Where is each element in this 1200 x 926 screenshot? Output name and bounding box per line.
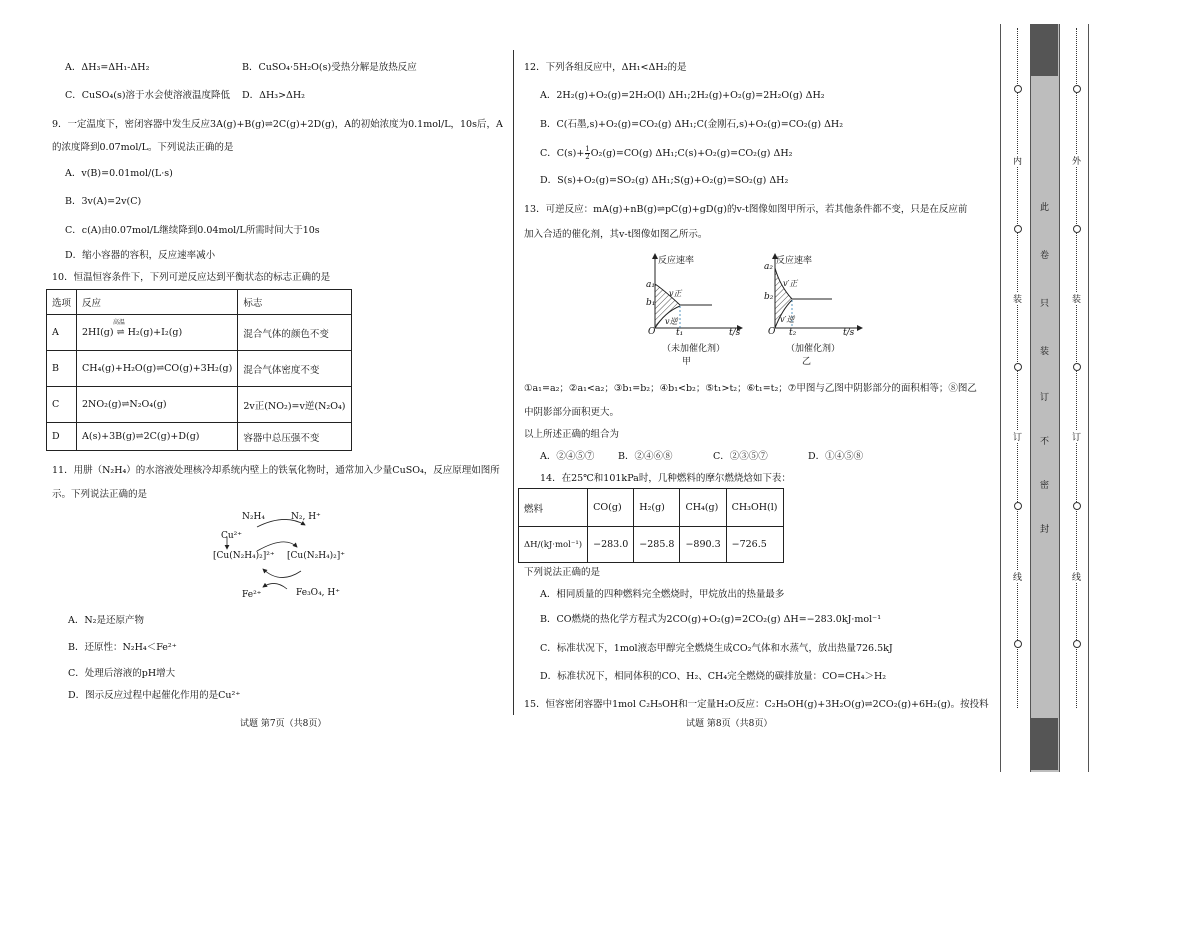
table-cell: A: [47, 315, 77, 351]
graph-right-a: a₂: [764, 262, 773, 272]
seal-char: 封: [1040, 525, 1050, 535]
q9-option-c: C．c(A)由0.07mol/L继续降到0.04mol/L所需时间大于10s: [65, 225, 320, 236]
q11-option-a: A．N₂是还原产物: [68, 615, 144, 626]
column-divider: [513, 50, 514, 715]
graph-left-caption: （未加催化剂）: [662, 344, 726, 354]
q13-option-a: A．②④⑤⑦: [540, 451, 595, 462]
binding-hole: [1014, 502, 1022, 510]
binding-hole: [1073, 225, 1081, 233]
q10-stem: 10．恒温恒容条件下，下列可逆反应达到平衡状态的标志正确的是: [52, 272, 331, 283]
table-cell: C: [47, 387, 77, 423]
inner-char: 订: [1013, 430, 1022, 443]
q14-option-c: C．标准状况下，1mol液态甲醇完全燃烧生成CO₂气体和水蒸气，放出热量726.5kJ: [540, 643, 893, 654]
outer-char: 订: [1072, 430, 1081, 443]
q12-option-a: A．2H₂(g)+O₂(g)=2H₂O(l) ΔH₁;2H₂(g)+O₂(g)=2H₂O(g) ΔH₂: [540, 90, 825, 101]
q9-option-a: A．v(B)=0.01mol/(L·s): [65, 168, 173, 179]
binding-hole: [1073, 640, 1081, 648]
table-cell: −726.5: [726, 527, 783, 563]
table-cell: 容器中总压强不变: [238, 423, 351, 451]
q12-option-c: [540, 146, 792, 161]
q15-stem-line1: 15．恒容密闭容器中1mol C₂H₅OH和一定量H₂O反应：C₂H₅OH(g)+3H₂O(g)⇌2CO₂(g)+6H₂(g)。按投料: [524, 699, 989, 710]
q11-stem-line2: 示。下列说法正确的是: [52, 489, 148, 500]
graph-right-vn: v′逆: [780, 315, 795, 324]
q8-option-a: A．ΔH₃=ΔH₁-ΔH₂: [65, 62, 150, 73]
table-cell: ΔH/(kJ·mol⁻¹): [519, 527, 588, 563]
binding-hole: [1014, 85, 1022, 93]
q8-option-b: B．CuSO₄·5H₂O(s)受热分解是放热反应: [242, 62, 417, 73]
q11-option-c: C．处理后溶液的pH增大: [68, 668, 176, 679]
q14-option-b: B．CO燃烧的热化学方程式为2CO(g)+O₂(g)=2CO₂(g) ΔH=−283.0kJ·mol⁻¹: [540, 614, 882, 625]
graph-right-name: 乙: [802, 357, 812, 367]
q12-option-d: D．S(s)+O₂(g)=SO₂(g) ΔH₁;S(g)+O₂(g)=SO₂(g) ΔH₂: [540, 175, 789, 186]
table-cell: B: [47, 351, 77, 387]
q10-header-option: 选项: [47, 290, 77, 315]
graph-right-caption: （加催化剂）: [786, 344, 841, 354]
binding-edge-right: [1088, 24, 1089, 772]
table-cell: −283.0: [588, 527, 634, 563]
table-row: [47, 315, 352, 351]
q13-list-line1: ①a₁=a₂；②a₁<a₂；③b₁=b₂；④b₁<b₂；⑤t₁>t₂；⑥t₁=t₂；⑦甲图与乙图中阴影部分的面积相等；⑧图乙: [524, 383, 977, 394]
condition-label: 高温: [113, 319, 126, 326]
q14-option-a: A．相同质量的四种燃料完全燃烧时，甲烷放出的热量最多: [540, 589, 785, 600]
complex1-label: [Cu(N₂H₄)₂]²⁺: [213, 551, 275, 561]
q14-option-d: D．标准状况下，相同体积的CO、H₂、CH₄完全燃烧的碳排放量：CO=CH₄＞H₂: [540, 671, 887, 682]
graph-left-xlabel: t/s: [729, 328, 741, 338]
q13-stem-line2: 加入合适的催化剂，其v-t图像如图乙所示。: [524, 229, 708, 240]
q13-option-d: D．①④⑤⑧: [808, 451, 864, 462]
fe3o4-label: Fe₃O₄, H⁺: [296, 588, 340, 598]
binding-hole: [1073, 85, 1081, 93]
q11-option-d: D．图示反应过程中起催化作用的是Cu²⁺: [68, 690, 241, 701]
q8-option-d: D．ΔH₃>ΔH₂: [242, 90, 305, 101]
table-cell: CH₃OH(l): [726, 489, 783, 527]
q12-option-b: B．C(石墨,s)+O₂(g)=CO₂(g) ΔH₁;C(金刚石,s)+O₂(g)=CO₂(g) ΔH₂: [540, 119, 844, 130]
graph-left-t: t₁: [676, 328, 684, 338]
fraction-numerator: 1: [585, 145, 590, 153]
graph-left-ylabel: 反应速率: [658, 256, 695, 266]
binding-hole: [1073, 363, 1081, 371]
q11-option-b: B．还原性：N₂H₄＜Fe²⁺: [68, 642, 177, 653]
vt-graph-left: [640, 250, 750, 340]
outer-char: 装: [1072, 292, 1081, 305]
binding-hole: [1073, 502, 1081, 510]
binding-hole: [1014, 225, 1022, 233]
table-cell: CH₄(g)+H₂O(g)⇌CO(g)+3H₂(g): [77, 351, 238, 387]
table-cell: 2NO₂(g)⇌N₂O₄(g): [77, 387, 238, 423]
seal-char: 订: [1040, 393, 1050, 403]
q12-c-prefix: C．C(s)+: [540, 148, 585, 159]
seal-char: 只: [1040, 299, 1050, 309]
n2-h-label: N₂, H⁺: [291, 512, 321, 522]
binding-hole: [1014, 640, 1022, 648]
table-cell: H₂(g): [634, 489, 680, 527]
q13-list-line2: 中阴影部分面积更大。: [524, 407, 620, 418]
cu2-label: Cu²⁺: [221, 531, 243, 541]
seal-char: 装: [1040, 347, 1050, 357]
table-cell: −890.3: [680, 527, 726, 563]
inner-char: 线: [1013, 570, 1022, 583]
seal-char: 不: [1040, 437, 1050, 447]
seal-char: 密: [1040, 481, 1050, 491]
q10-header-sign: 标志: [238, 290, 351, 315]
outer-char: 线: [1072, 570, 1081, 583]
table-cell: CH₄(g): [680, 489, 726, 527]
fraction: [585, 146, 589, 161]
graph-right-b: b₂: [764, 292, 774, 302]
table-cell: 2v正(NO₂)=v逆(N₂O₄): [238, 387, 351, 423]
binding-cap-top: [1030, 24, 1058, 76]
binding-hole: [1014, 363, 1022, 371]
q14-stem: 14．在25℃和101kPa时，几种燃料的摩尔燃烧焓如下表：: [540, 473, 791, 484]
fraction-denominator: 2: [585, 153, 590, 161]
page-footer-8: 试题 第8页（共8页）: [686, 719, 773, 729]
reaction-text: 2HI(g) ⇌ H₂(g)+I₂(g): [82, 327, 183, 338]
graph-left-vz: v正: [669, 289, 682, 298]
table-row: [519, 489, 784, 527]
graph-left-vn: v逆: [665, 317, 678, 326]
complex2-label: [Cu(N₂H₄)₂]⁺: [287, 551, 346, 561]
q8-option-c: C．CuSO₄(s)溶于水会使溶液温度降低: [65, 90, 231, 101]
q10-header-reaction: 反应: [77, 290, 238, 315]
table-row: [519, 527, 784, 563]
q13-option-b: B．②④⑥⑧: [618, 451, 673, 462]
table-cell: D: [47, 423, 77, 451]
graph-right-ylabel: 反应速率: [776, 256, 813, 266]
q9-stem-line2: 的浓度降到0.07mol/L。下列说法正确的是: [52, 142, 234, 153]
table-cell: CO(g): [588, 489, 634, 527]
table-row: [47, 423, 352, 451]
table-cell: 混合气体的颜色不变: [238, 315, 351, 351]
graph-left-a: a₁: [646, 280, 655, 290]
binding-cap-bottom: [1030, 718, 1058, 770]
graph-right-t: t₂: [789, 328, 797, 338]
graph-right-origin: O: [768, 327, 776, 337]
n2h4-label: N₂H₄: [242, 512, 265, 522]
graph-left-origin: O: [648, 327, 656, 337]
table-row: [47, 351, 352, 387]
q12-c-suffix: O₂(g)=CO(g) ΔH₁;C(s)+O₂(g)=CO₂(g) ΔH₂: [590, 148, 793, 159]
table-cell: A(s)+3B(g)⇌2C(g)+D(g): [77, 423, 238, 451]
q12-stem: 12．下列各组反应中，ΔH₁<ΔH₂的是: [524, 62, 687, 73]
q11-stem-line1: 11．用肼（N₂H₄）的水溶液处理核冷却系统内壁上的铁氧化物时，通常加入少量CuSO₄，反应原理如图所: [52, 465, 500, 476]
graph-right-xlabel: t/s: [843, 328, 855, 338]
page-footer-7: 试题 第7页（共8页）: [240, 719, 327, 729]
q10-table: [46, 289, 352, 451]
q9-option-d: D．缩小容器的容积，反应速率减小: [65, 250, 216, 261]
binding-edge-left: [1000, 24, 1001, 772]
q13-stem-line1: 13．可逆反应：mA(g)+nB(g)⇌pC(g)+gD(g)的v-t图像如图甲所示，若其他条件都不变，只是在反应前: [524, 204, 968, 215]
q14-table: [518, 488, 784, 563]
table-row: [47, 387, 352, 423]
graph-right-vz: v′正: [783, 279, 798, 288]
seal-char: 此: [1040, 203, 1050, 213]
table-cell: 燃料: [519, 489, 588, 527]
inner-char: 内: [1013, 154, 1022, 167]
fe2-label: Fe²⁺: [242, 590, 262, 600]
table-cell: 混合气体密度不变: [238, 351, 351, 387]
seal-char: 卷: [1040, 251, 1050, 261]
inner-char: 装: [1013, 292, 1022, 305]
graph-left-name: 甲: [682, 357, 692, 367]
q13-option-c: C．②③⑤⑦: [713, 451, 768, 462]
outer-char: 外: [1072, 154, 1081, 167]
table-cell: −285.8: [634, 527, 680, 563]
table-cell: [77, 315, 238, 351]
q13-ask: 以上所述正确的组合为: [524, 429, 620, 440]
q9-option-b: B．3v(A)=2v(C): [65, 196, 142, 207]
q9-stem-line1: 9．一定温度下，密闭容器中发生反应3A(g)+B(g)⇌2C(g)+2D(g)，A的初始浓度为0.1mol/L，10s后，A: [52, 119, 503, 130]
q14-ask: 下列说法正确的是: [524, 567, 601, 578]
graph-left-b: b₁: [646, 298, 656, 308]
